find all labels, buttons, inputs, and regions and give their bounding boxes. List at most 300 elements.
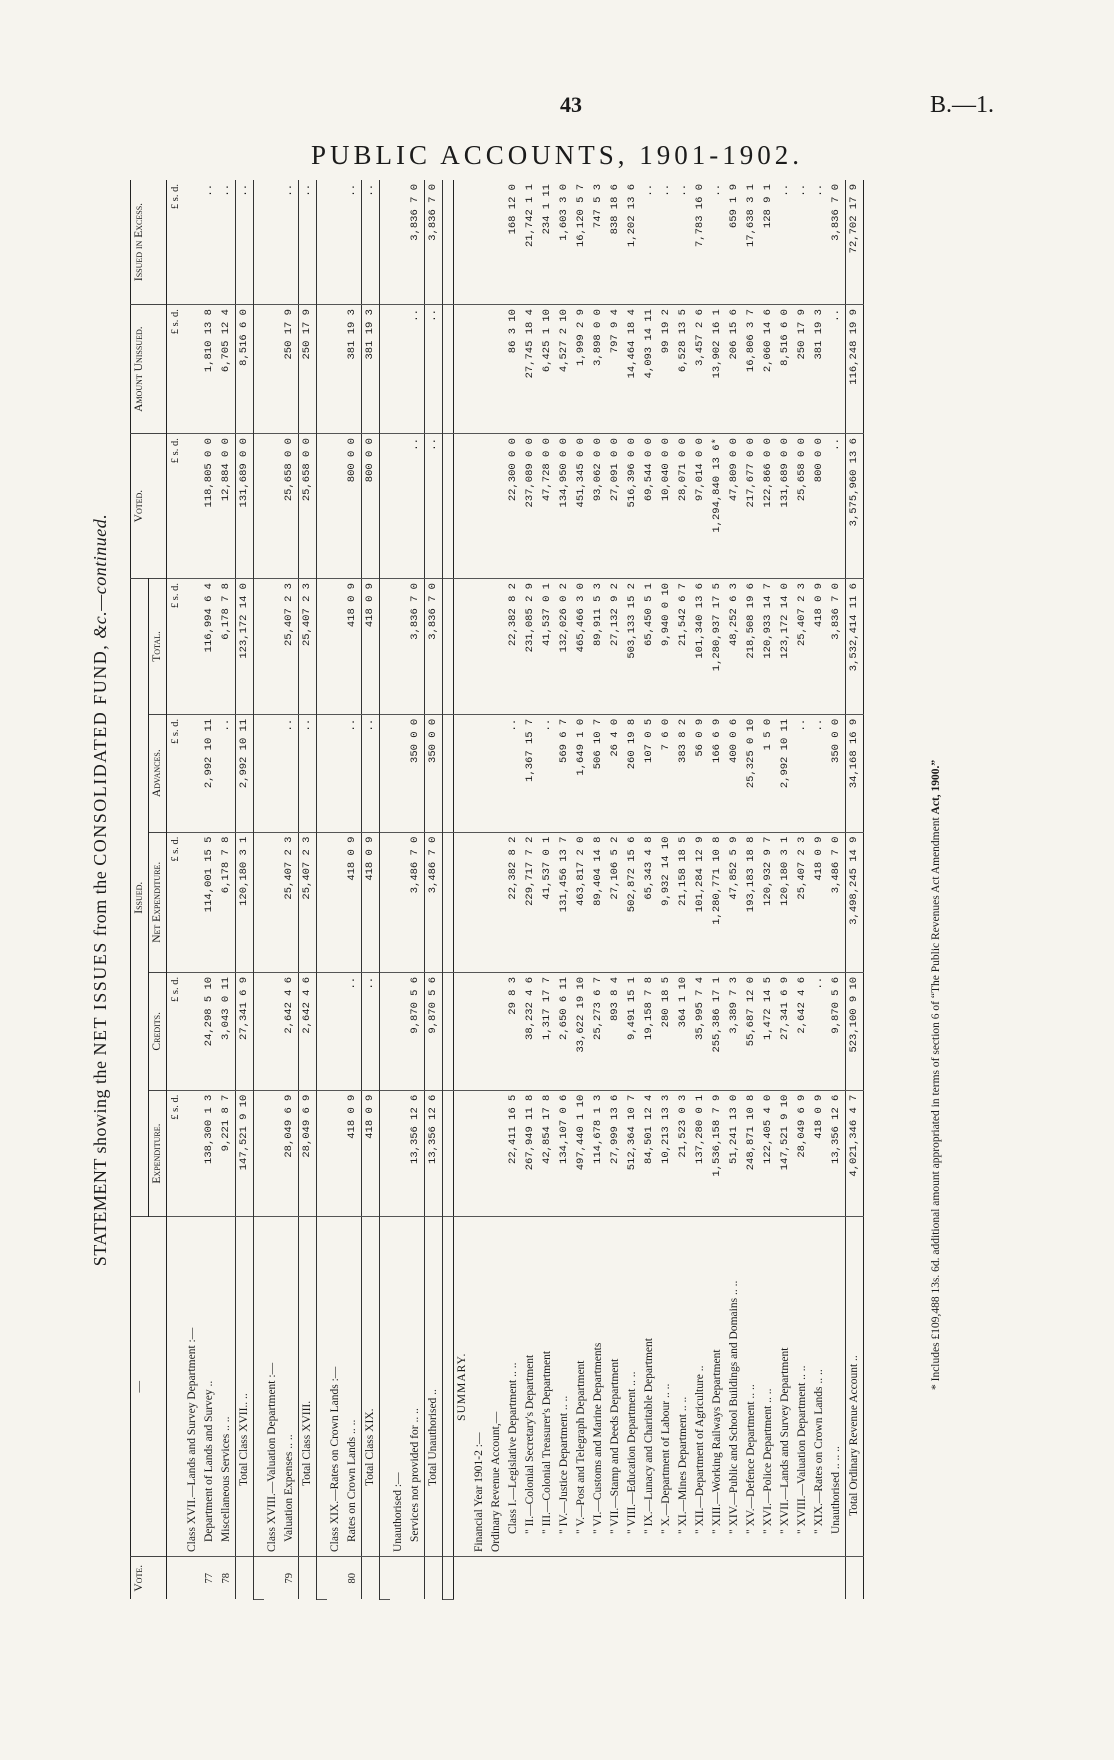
summary-row (828, 180, 846, 1600)
unissued-cell: 3,457 2 6 (692, 305, 709, 434)
unissued-cell: 797 9 4 (607, 305, 624, 434)
cred-cell: 35,995 7 4 (692, 972, 709, 1090)
net-cell: 6,178 7 8 (218, 832, 236, 972)
spacer-cell (254, 434, 265, 579)
net-cell: 131,456 13 7 (556, 832, 573, 972)
excess-cell: 72,702 17 9 (846, 180, 864, 305)
col-header-issued-in-excess: Issued in Excess. (131, 180, 167, 305)
cred-cell: 255,386 17 1 (709, 972, 726, 1090)
voted-cell: 25,658 0 0 (794, 434, 811, 579)
exp-cell: 28,049 6 9 (794, 1090, 811, 1217)
vote-cell (454, 1557, 472, 1600)
description-cell: " VIII.—Education Department .. .. (624, 1217, 641, 1557)
empty-cell (264, 579, 281, 715)
exp-cell: 13,356 12 6 (828, 1090, 846, 1217)
exp-cell: 9,221 8 7 (218, 1090, 236, 1217)
total-cell: 25,407 2 3 (794, 579, 811, 715)
summary-row (539, 180, 556, 1600)
exp-cell: 84,501 12 4 (641, 1090, 658, 1217)
excess-cell: 1,202 13 6 (624, 180, 641, 305)
unit-cell-unissued: £ s. d. (167, 305, 185, 434)
description-cell: " IX.—Lunacy and Charitable Department (641, 1217, 658, 1557)
net-cell: 27,106 5 2 (607, 832, 624, 972)
vote-cell: 79 (284, 1573, 295, 1584)
net-cell: 25,407 2 3 (281, 832, 299, 972)
unissued-cell: .. (828, 305, 846, 434)
vote-cell (811, 1557, 828, 1600)
empty-cell (184, 180, 201, 305)
exp-cell: 4,021,346 4 7 (846, 1090, 864, 1217)
description-cell: Valuation Expenses .. .. (281, 1217, 299, 1557)
empty-cell (454, 180, 472, 305)
empty-cell (390, 714, 407, 832)
summary-row (811, 180, 828, 1600)
summary-row (573, 180, 590, 1600)
class-heading: Class XVIII.—Valuation Department :— (264, 1217, 281, 1557)
net-cell: 193,183 18 8 (743, 832, 760, 972)
cred-cell: 55,687 12 0 (743, 972, 760, 1090)
total-cell: 418 0 9 (811, 579, 828, 715)
rotated-statement-sheet (90, 180, 950, 1600)
net-cell: 22,382 8 2 (505, 832, 522, 972)
class-heading-row (327, 180, 344, 1600)
table-row (281, 180, 299, 1600)
vote-cell (675, 1557, 692, 1600)
empty-cell (327, 832, 344, 972)
total-cell: 231,085 2 9 (522, 579, 539, 715)
net-cell: 120,180 3 1 (777, 832, 794, 972)
exp-cell: 418 0 9 (362, 1090, 380, 1217)
unissued-cell: 6,705 12 4 (218, 305, 236, 434)
cred-cell: 19,158 7 8 (641, 972, 658, 1090)
table-row (201, 180, 218, 1600)
excess-cell: .. (344, 180, 362, 305)
col-header-issued: Issued. (131, 579, 149, 1217)
description-cell: " XIX.—Rates on Crown Lands .. .. (811, 1217, 828, 1557)
exp-cell: 137,280 0 1 (692, 1090, 709, 1217)
cred-cell: 280 18 5 (658, 972, 675, 1090)
net-cell: 47,852 5 9 (726, 832, 743, 972)
net-cell: 418 0 9 (362, 832, 380, 972)
description-cell: " VII.—Stamp and Deeds Department (607, 1217, 624, 1557)
cred-cell: 27,341 6 9 (236, 972, 254, 1090)
vote-cell (425, 1557, 443, 1600)
empty-cell (390, 972, 407, 1090)
spacer-cell (380, 832, 391, 972)
exp-cell: 114,678 1 3 (590, 1090, 607, 1217)
description-cell: Rates on Crown Lands .. .. (344, 1217, 362, 1557)
adv-cell: 569 6 7 (556, 714, 573, 832)
class-total-row (299, 180, 317, 1600)
adv-cell: 2,992 10 11 (777, 714, 794, 832)
cred-cell: 364 1 10 (675, 972, 692, 1090)
spacer-cell (317, 832, 328, 972)
empty-cell (471, 434, 488, 579)
spacer-cell (443, 832, 454, 972)
total-cell: 218,508 19 6 (743, 579, 760, 715)
class-heading-row (184, 180, 201, 1600)
empty-cell (390, 832, 407, 972)
exp-cell: 22,411 16 5 (505, 1090, 522, 1217)
description-cell: " X.—Department of Labour .. .. (658, 1217, 675, 1557)
description-cell: " VI.—Customs and Marine Departments (590, 1217, 607, 1557)
description-cell: " XVII.—Lands and Survey Department (777, 1217, 794, 1557)
adv-cell: 34,168 16 9 (846, 714, 864, 832)
spacer-cell (380, 180, 391, 305)
empty-cell (327, 972, 344, 1090)
class-heading: Unauthorised :— (390, 1217, 407, 1557)
unissued-cell: 8,516 6 0 (236, 305, 254, 434)
net-cell: 418 0 9 (811, 832, 828, 972)
excess-cell: .. (299, 180, 317, 305)
col-header-expenditure: Expenditure. (149, 1090, 167, 1217)
spacer-cell (254, 832, 265, 972)
vote-cell (743, 1557, 760, 1600)
total-cell: 132,026 0 2 (556, 579, 573, 715)
adv-cell: .. (299, 714, 317, 832)
total-cell: 3,836 7 0 (425, 579, 443, 715)
excess-cell: .. (362, 180, 380, 305)
empty-cell (471, 180, 488, 305)
net-cell: 418 0 9 (344, 832, 362, 972)
summary-heading: SUMMARY. (454, 1217, 472, 1557)
vote-cell (556, 1557, 573, 1600)
total-cell: 123,172 14 0 (777, 579, 794, 715)
total-cell: 21,542 6 7 (675, 579, 692, 715)
unit-cell-exp: £ s. d. (167, 1090, 185, 1217)
summary-account-row (488, 180, 505, 1600)
voted-cell: 131,689 0 0 (777, 434, 794, 579)
adv-cell: .. (794, 714, 811, 832)
description-cell: " XI.—Mines Department .. .. (675, 1217, 692, 1557)
class-heading: Ordinary Revenue Account,— (488, 1217, 505, 1557)
spacer-cell (380, 579, 391, 715)
empty-cell (454, 434, 472, 579)
empty-cell (471, 714, 488, 832)
adv-cell: .. (344, 714, 362, 832)
spacer-cell (443, 1557, 454, 1600)
adv-cell: .. (362, 714, 380, 832)
spacer-row (443, 180, 454, 1600)
cred-cell: 27,341 6 9 (777, 972, 794, 1090)
page-number: 43 (560, 92, 582, 117)
col-header-advances: Advances. (149, 714, 167, 832)
unit-cell-vote (167, 1557, 185, 1600)
unissued-cell: 16,806 3 7 (743, 305, 760, 434)
description-cell: Total Unauthorised .. (425, 1217, 443, 1557)
voted-cell: 800 0 0 (811, 434, 828, 579)
exp-cell: 10,213 13 3 (658, 1090, 675, 1217)
unissued-cell: 86 3 10 (505, 305, 522, 434)
voted-cell: 134,950 0 0 (556, 434, 573, 579)
currency-unit-row (167, 180, 185, 1600)
exp-cell: 122,405 4 0 (760, 1090, 777, 1217)
net-cell: 229,717 7 2 (522, 832, 539, 972)
cred-cell: 2,642 4 6 (794, 972, 811, 1090)
unit-cell-desc (167, 1217, 185, 1557)
voted-cell: 27,091 0 0 (607, 434, 624, 579)
spacer-cell (443, 579, 454, 715)
vote-cell (362, 1557, 380, 1600)
description-cell: Miscellaneous Services .. .. (218, 1217, 236, 1557)
net-cell: 114,001 15 5 (201, 832, 218, 972)
vote-cell (407, 1557, 425, 1600)
vote-cell (692, 1557, 709, 1600)
voted-cell: .. (407, 434, 425, 579)
adv-cell: 350 0 0 (407, 714, 425, 832)
cred-cell: 2,642 4 6 (299, 972, 317, 1090)
cred-cell: .. (362, 972, 380, 1090)
vote-cell (777, 1557, 794, 1600)
col-header-credits: Credits. (149, 972, 167, 1090)
spacer-cell (317, 714, 328, 832)
adv-cell: 2,992 10 11 (201, 714, 218, 832)
spacer-cell (380, 434, 391, 579)
excess-cell: .. (236, 180, 254, 305)
description-cell: Total Class XIX. (362, 1217, 380, 1557)
unissued-cell: 4,093 14 11 (641, 305, 658, 434)
summary-year-row (471, 180, 488, 1600)
vote-cell (299, 1557, 317, 1600)
summary-row (675, 180, 692, 1600)
col-header-net-expenditure: Net Expenditure. (149, 832, 167, 972)
col-header-vote: Vote. (131, 1557, 167, 1600)
total-cell: 25,407 2 3 (299, 579, 317, 715)
total-cell: 25,407 2 3 (281, 579, 299, 715)
vote-cell (264, 1557, 281, 1600)
spacer-cell (254, 1217, 265, 1557)
summary-row (692, 180, 709, 1600)
cred-cell: 9,870 5 6 (425, 972, 443, 1090)
col-header-total: Total. (149, 579, 167, 715)
cred-cell: 1,317 17 7 (539, 972, 556, 1090)
vote-cell (522, 1557, 539, 1600)
unissued-cell: 381 19 3 (811, 305, 828, 434)
unissued-cell: 1,810 13 8 (201, 305, 218, 434)
description-cell: " XVI.—Police Department .. .. (760, 1217, 777, 1557)
empty-cell (184, 972, 201, 1090)
col-header-amount-unissued: Amount Unissued. (131, 305, 167, 434)
spacer-cell (443, 972, 454, 1090)
vote-cell (590, 1557, 607, 1600)
vote-cell (658, 1557, 675, 1600)
table-row (344, 180, 362, 1600)
summary-row (590, 180, 607, 1600)
col-header-description: — (131, 1217, 167, 1557)
exp-cell: 418 0 9 (811, 1090, 828, 1217)
cred-cell: 33,622 19 10 (573, 972, 590, 1090)
unit-cell-excess: £ s. d. (167, 180, 185, 305)
empty-cell (488, 305, 505, 434)
summary-row (505, 180, 522, 1600)
voted-cell: 47,809 0 0 (726, 434, 743, 579)
statement-title (90, 180, 120, 1600)
col-header-voted: Voted. (131, 434, 167, 579)
summary-row (743, 180, 760, 1600)
vote-cell (488, 1557, 505, 1600)
empty-cell (327, 1090, 344, 1217)
class-heading: Class XIX.—Rates on Crown Lands :— (327, 1217, 344, 1557)
empty-cell (488, 579, 505, 715)
page-title: PUBLIC ACCOUNTS, 1901-1902. (310, 140, 804, 170)
empty-cell (264, 180, 281, 305)
empty-cell (471, 579, 488, 715)
cred-cell: 9,870 5 6 (407, 972, 425, 1090)
vote-cell (471, 1557, 488, 1600)
excess-cell: .. (777, 180, 794, 305)
exp-cell: 512,364 10 7 (624, 1090, 641, 1217)
exp-cell: 418 0 9 (344, 1090, 362, 1217)
total-cell: 101,340 13 6 (692, 579, 709, 715)
empty-cell (454, 1090, 472, 1217)
empty-cell (488, 434, 505, 579)
unissued-cell: 27,745 18 4 (522, 305, 539, 434)
spacer-cell (380, 1557, 391, 1600)
total-cell: 27,132 9 2 (607, 579, 624, 715)
class-heading: Class XVII.—Lands and Survey Department :— (184, 1217, 201, 1557)
empty-cell (264, 1090, 281, 1217)
excess-cell: .. (811, 180, 828, 305)
vote-cell (390, 1557, 407, 1600)
voted-cell: 131,689 0 0 (236, 434, 254, 579)
exp-cell: 13,356 12 6 (407, 1090, 425, 1217)
vote-cell: 80 (347, 1573, 358, 1584)
excess-cell: .. (281, 180, 299, 305)
total-cell: 120,933 14 7 (760, 579, 777, 715)
spacer-cell (380, 1217, 391, 1557)
document-reference: B.—1. (930, 92, 995, 118)
exp-cell: 147,521 9 10 (236, 1090, 254, 1217)
unissued-cell: 116,248 19 9 (846, 305, 864, 434)
summary-row (777, 180, 794, 1600)
vote-cell (624, 1557, 641, 1600)
spacer-cell (317, 1557, 328, 1600)
total-cell: 3,836 7 0 (407, 579, 425, 715)
empty-cell (454, 579, 472, 715)
vote-cell (760, 1557, 777, 1600)
summary-heading-row (454, 180, 472, 1600)
spacer-cell (254, 1557, 265, 1600)
excess-cell: 234 1 11 (539, 180, 556, 305)
description-cell: Total Class XVII.. .. (236, 1217, 254, 1557)
unissued-cell: 381 19 3 (344, 305, 362, 434)
voted-cell: 516,396 0 0 (624, 434, 641, 579)
net-cell: 25,407 2 3 (299, 832, 317, 972)
cred-cell: 2,642 4 6 (281, 972, 299, 1090)
excess-cell: .. (709, 180, 726, 305)
vote-cell (236, 1557, 254, 1600)
spacer-cell (317, 972, 328, 1090)
empty-cell (488, 832, 505, 972)
cred-cell: .. (344, 972, 362, 1090)
summary-row (726, 180, 743, 1600)
net-cell: 89,404 14 8 (590, 832, 607, 972)
class-heading: Financial Year 1901-2 :— (471, 1217, 488, 1557)
spacer-cell (317, 1090, 328, 1217)
cred-cell: 3,389 7 3 (726, 972, 743, 1090)
excess-cell: 168 12 0 (505, 180, 522, 305)
excess-cell: 3,836 7 0 (407, 180, 425, 305)
total-cell: 3,532,414 11 6 (846, 579, 864, 715)
excess-cell: 838 18 6 (607, 180, 624, 305)
unissued-cell: 8,516 6 0 (777, 305, 794, 434)
unissued-cell: 250 17 9 (299, 305, 317, 434)
voted-cell: 800 0 0 (344, 434, 362, 579)
summary-row (624, 180, 641, 1600)
excess-cell: 1,603 3 0 (556, 180, 573, 305)
total-cell: 48,252 6 3 (726, 579, 743, 715)
footnote (930, 760, 942, 1390)
excess-cell: 17,638 3 1 (743, 180, 760, 305)
empty-cell (327, 579, 344, 715)
net-cell: 41,537 0 1 (539, 832, 556, 972)
cred-cell: 523,100 9 10 (846, 972, 864, 1090)
description-cell: Class I.—Legislative Department .. .. (505, 1217, 522, 1557)
empty-cell (488, 972, 505, 1090)
unissued-cell: 14,464 18 4 (624, 305, 641, 434)
unissued-cell: 381 19 3 (362, 305, 380, 434)
net-cell: 502,872 15 6 (624, 832, 641, 972)
voted-cell: 1,294,840 13 6* (709, 434, 726, 579)
excess-cell: .. (794, 180, 811, 305)
unissued-cell: .. (407, 305, 425, 434)
empty-cell (264, 305, 281, 434)
adv-cell: .. (281, 714, 299, 832)
adv-cell: .. (811, 714, 828, 832)
spacer-row (317, 180, 328, 1600)
description-cell: " II.—Colonial Secretary's Department (522, 1217, 539, 1557)
net-cell: 3,486 7 0 (425, 832, 443, 972)
vote-cell (794, 1557, 811, 1600)
exp-cell: 497,440 1 10 (573, 1090, 590, 1217)
empty-cell (264, 832, 281, 972)
description-cell: Services not provided for .. .. (407, 1217, 425, 1557)
summary-row (760, 180, 777, 1600)
exp-cell: 28,049 6 9 (299, 1090, 317, 1217)
empty-cell (471, 972, 488, 1090)
total-cell: 418 0 9 (362, 579, 380, 715)
spacer-cell (317, 180, 328, 305)
empty-cell (264, 714, 281, 832)
unit-cell-voted: £ s. d. (167, 434, 185, 579)
adv-cell: 56 0 9 (692, 714, 709, 832)
exp-cell: 138,300 1 3 (201, 1090, 218, 1217)
vote-cell (726, 1557, 743, 1600)
empty-cell (184, 434, 201, 579)
adv-cell: 1 5 0 (760, 714, 777, 832)
adv-cell: 400 0 6 (726, 714, 743, 832)
adv-cell: 506 10 7 (590, 714, 607, 832)
voted-cell: 451,345 0 0 (573, 434, 590, 579)
unissued-cell: 2,060 14 6 (760, 305, 777, 434)
total-cell: 503,133 15 2 (624, 579, 641, 715)
voted-cell: 69,544 0 0 (641, 434, 658, 579)
cred-cell: 1,472 14 5 (760, 972, 777, 1090)
summary-row (522, 180, 539, 1600)
summary-row (607, 180, 624, 1600)
unissued-cell: 250 17 9 (794, 305, 811, 434)
total-cell: 65,450 5 1 (641, 579, 658, 715)
vote-cell (184, 1557, 201, 1600)
vote-cell (607, 1557, 624, 1600)
voted-cell: 3,575,960 13 6 (846, 434, 864, 579)
voted-cell: .. (828, 434, 846, 579)
total-cell: 418 0 9 (344, 579, 362, 715)
empty-cell (327, 305, 344, 434)
empty-cell (454, 714, 472, 832)
voted-cell: 25,658 0 0 (299, 434, 317, 579)
statement-title-suffix: &c.—continued. (90, 513, 110, 639)
